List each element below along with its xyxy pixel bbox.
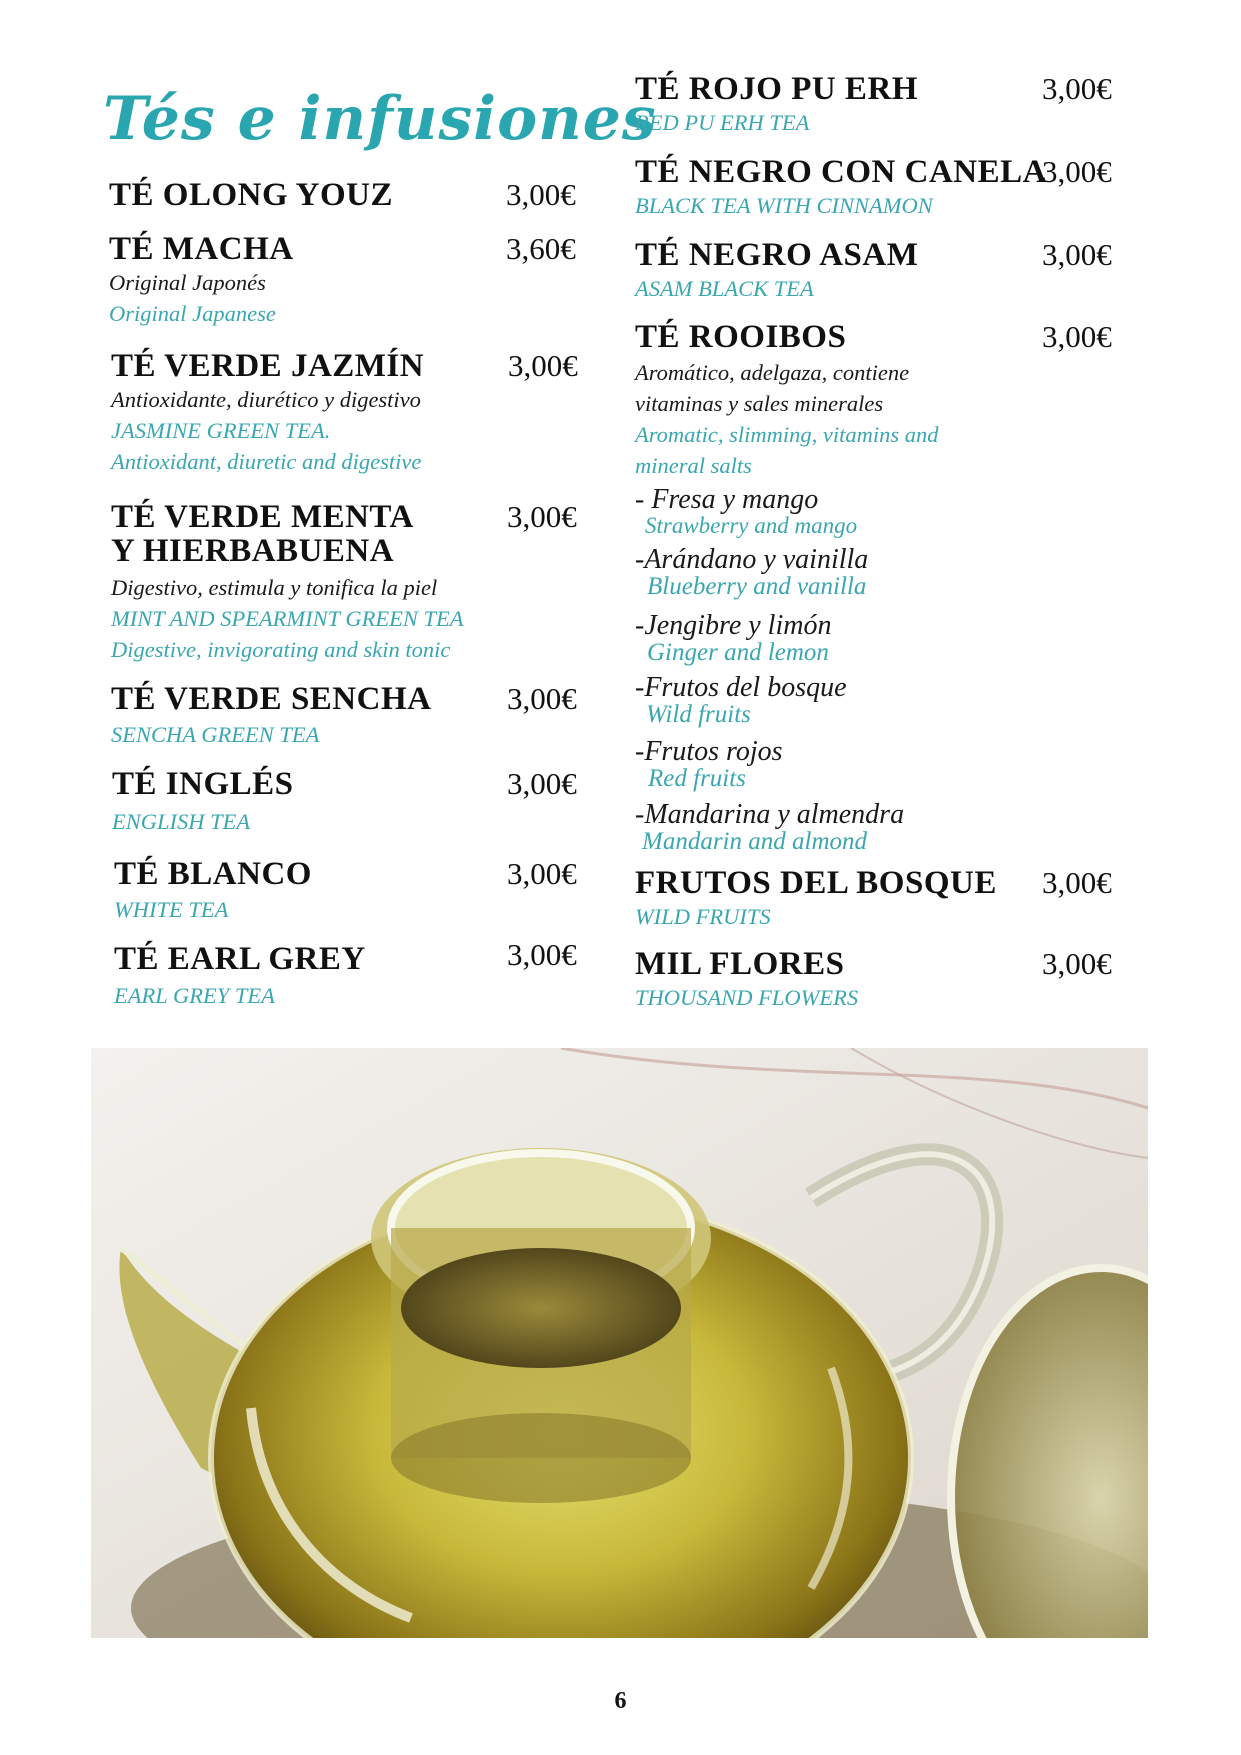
item-price: 3,00€ bbox=[1042, 154, 1112, 189]
item-name: TÉ INGLÉS bbox=[112, 766, 294, 802]
flavor-name-es: -Mandarina y almendra bbox=[635, 799, 905, 830]
item-description-en: JASMINE GREEN TEA. bbox=[111, 418, 331, 443]
item-description-en: BLACK TEA WITH CINNAMON bbox=[635, 193, 933, 218]
item-price: 3,00€ bbox=[1042, 237, 1112, 272]
menu-item-te-verde-menta bbox=[111, 500, 596, 665]
item-description-es: Antioxidante, diurético y digestivo bbox=[111, 387, 421, 412]
item-name: TÉ MACHA bbox=[109, 231, 294, 267]
menu-item-te-earl-grey bbox=[114, 937, 599, 1011]
item-name: TÉ EARL GREY bbox=[114, 941, 366, 977]
item-description-en: ENGLISH TEA bbox=[112, 809, 251, 834]
item-description-es: vitaminas y sales minerales bbox=[635, 391, 884, 416]
item-name: FRUTOS DEL BOSQUE bbox=[635, 865, 997, 901]
item-description-en: Antioxidant, diuretic and digestive bbox=[111, 449, 422, 474]
menu-item-te-ingles bbox=[112, 767, 597, 837]
item-price: 3,00€ bbox=[507, 499, 577, 534]
item-price: 3,00€ bbox=[1042, 319, 1112, 354]
flavor-name-en: Wild fruits bbox=[646, 701, 751, 728]
item-price: 3,00€ bbox=[1042, 865, 1112, 900]
item-name: TÉ VERDE SENCHA bbox=[111, 681, 432, 717]
flavor-name-en: Blueberry and vanilla bbox=[647, 573, 867, 600]
item-price: 3,00€ bbox=[507, 856, 577, 891]
item-price: 3,00€ bbox=[507, 681, 577, 716]
item-price: 3,00€ bbox=[507, 937, 577, 972]
item-description-en: WHITE TEA bbox=[114, 897, 229, 922]
item-description-en: EARL GREY TEA bbox=[114, 983, 275, 1008]
flavor-name-es: -Arándano y vainilla bbox=[635, 544, 869, 575]
item-price: 3,00€ bbox=[508, 348, 578, 383]
rooibos-flavor bbox=[635, 801, 904, 855]
menu-item-te-verde-jazmin bbox=[111, 349, 596, 477]
item-description-en: MINT AND SPEARMINT GREEN TEA bbox=[111, 606, 464, 631]
item-name: TÉ NEGRO ASAM bbox=[635, 237, 919, 273]
flavor-name-en: Strawberry and mango bbox=[645, 513, 858, 538]
item-description-es: Original Japonés bbox=[109, 270, 266, 295]
item-description-en: WILD FRUITS bbox=[635, 904, 771, 929]
item-description-en: mineral salts bbox=[635, 453, 752, 478]
item-price: 3,00€ bbox=[1042, 946, 1112, 981]
item-description-es: Digestivo, estimula y tonifica la piel bbox=[111, 575, 438, 600]
item-name-line2: Y HIERBABUENA bbox=[111, 533, 395, 569]
menu-item-te-negro-canela bbox=[635, 155, 1135, 221]
item-name: MIL FLORES bbox=[635, 946, 845, 982]
item-name: TÉ VERDE MENTA bbox=[111, 499, 414, 535]
menu-item-te-negro-asam bbox=[635, 238, 1135, 304]
item-name: TÉ OLONG YOUZ bbox=[109, 177, 393, 213]
menu-item-te-olong-youz bbox=[109, 178, 594, 212]
item-name: TÉ NEGRO CON CANELA bbox=[635, 154, 1047, 190]
flavor-name-en: Red fruits bbox=[648, 765, 746, 792]
glass-teapot-photo bbox=[91, 1048, 1148, 1638]
item-price: 3,60€ bbox=[506, 231, 576, 266]
item-description-en: SENCHA GREEN TEA bbox=[111, 722, 320, 747]
flavor-name-es: -Frutos del bosque bbox=[635, 672, 847, 703]
item-description-en: ASAM BLACK TEA bbox=[635, 276, 814, 301]
rooibos-flavor bbox=[635, 546, 868, 600]
item-description-en: RED PU ERH TEA bbox=[635, 110, 810, 135]
flavor-name-es: -Jengibre y limón bbox=[635, 610, 832, 641]
item-price: 3,00€ bbox=[506, 177, 576, 212]
item-description-es: Aromático, adelgaza, contiene bbox=[635, 360, 910, 385]
item-price: 3,00€ bbox=[507, 766, 577, 801]
menu-item-te-blanco bbox=[114, 857, 599, 925]
page-title: Tés e infusiones bbox=[103, 84, 657, 154]
menu-item-frutos-del-bosque bbox=[635, 866, 1135, 932]
flavor-name-en: Ginger and lemon bbox=[647, 639, 829, 666]
menu-item-te-verde-sencha bbox=[111, 682, 596, 750]
rooibos-flavor bbox=[635, 612, 831, 666]
item-name: TÉ ROOIBOS bbox=[635, 319, 847, 355]
item-name: TÉ VERDE JAZMÍN bbox=[111, 348, 425, 384]
item-description-en: Digestive, invigorating and skin tonic bbox=[111, 637, 451, 662]
flavor-name-es: - Fresa y mango bbox=[635, 484, 819, 515]
menu-item-mil-flores bbox=[635, 947, 1135, 1013]
menu-item-te-rojo-pu-erh bbox=[635, 72, 1135, 138]
flavor-name-es: -Frutos rojos bbox=[635, 736, 783, 767]
item-description-en: Original Japanese bbox=[109, 301, 276, 326]
item-name: TÉ BLANCO bbox=[114, 856, 312, 892]
flavor-name-en: Mandarin and almond bbox=[642, 828, 867, 855]
rooibos-flavor bbox=[635, 486, 857, 538]
page-number: 6 bbox=[614, 1688, 627, 1714]
menu-item-te-macha bbox=[109, 232, 594, 329]
item-description-en: Aromatic, slimming, vitamins and bbox=[635, 422, 939, 447]
menu-item-te-rooibos bbox=[635, 320, 1135, 481]
rooibos-flavor bbox=[635, 674, 847, 728]
item-price: 3,00€ bbox=[1042, 71, 1112, 106]
item-description-en: THOUSAND FLOWERS bbox=[635, 985, 859, 1010]
rooibos-flavor bbox=[635, 738, 783, 792]
item-name: TÉ ROJO PU ERH bbox=[635, 71, 918, 107]
